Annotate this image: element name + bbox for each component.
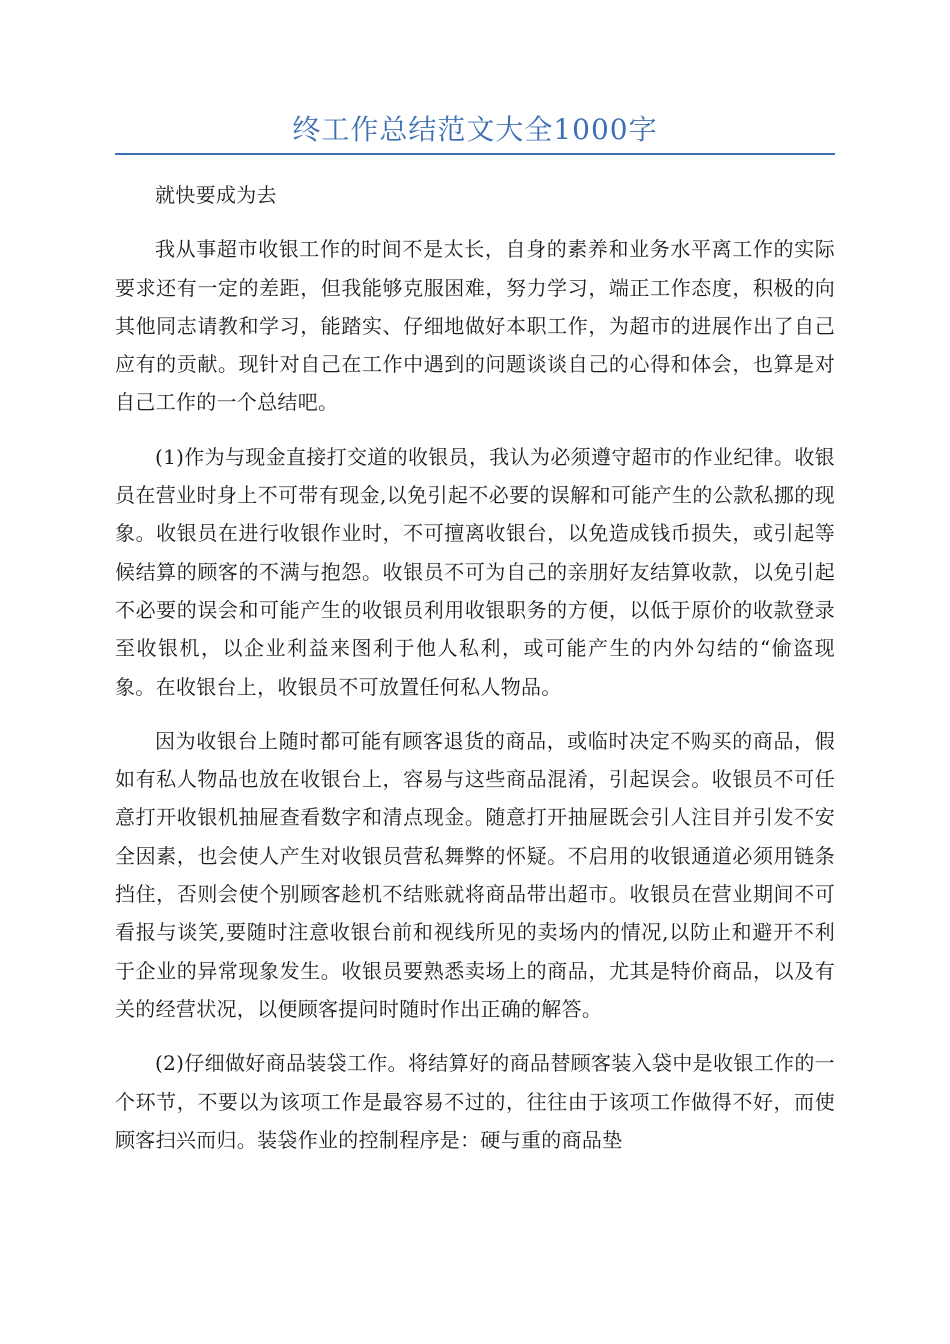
paragraph: 因为收银台上随时都可能有顾客退货的商品，或临时决定不购买的商品，假如有私人物品也放在收银台上，容易与这些商品混淆，引起误会。收银员不可任意打开收银机抽屉查看数字和清点现金。随意打开抽屉既会引人注目并引发不安全因素，也会使人产生对收银员营私舞弊的怀疑。不启用的收银通道必须用链条挡住，否则会使个别顾客趁机不结账就将商品带出超市。收银员在营业期间不可看报与谈笑,要随时注意收银台前和视线所见的卖场内的情况,以防止和避开不利于企业的异常现象发生。收银员要熟悉卖场上的商品，尤其是特价商品，以及有关的经营状况，以便顾客提问时随时作出正确的解答。 [115, 728, 835, 1021]
document-body [115, 176, 835, 1175]
paragraph: (2)仔细做好商品装袋工作。将结算好的商品替顾客装入袋中是收银工作的一个环节，不要以为该项工作是最容易不过的，往往由于该项工作做得不好，而使顾客扫兴而归。装袋作业的控制程序是：硬与重的商品垫 [115, 1051, 835, 1152]
paragraph: 我从事超市收银工作的时间不是太长，自身的素养和业务水平离工作的实际要求还有一定的差距，但我能够克服困难，努力学习，端正工作态度，积极的向其他同志请教和学习，能踏实、仔细地做好本职工作，为超市的进展作出了自己应有的贡献。现针对自己在工作中遇到的问题谈谈自己的心得和体会，也算是对自己工作的一个总结吧。 [115, 237, 835, 415]
paragraph-intro: 就快要成为去 [155, 183, 277, 207]
paragraph: (1)作为与现金直接打交道的收银员，我认为必须遵守超市的作业纪律。收银员在营业时身上不可带有现金,以免引起不必要的误解和可能产生的公款私挪的现象。收银员在进行收银作业时，不可擅离收银台，以免造成钱币损失，或引起等候结算的顾客的不满与抱怨。收银员不可为自己的亲朋好友结算收款，以免引起不必要的误会和可能产生的收银员利用收银职务的方便，以低于原价的收款登录至收银机，以企业利益来图利于他人私利，或可能产生的内外勾结的“偷盗现象。在收银台上，收银员不可放置任何私人物品。 [115, 444, 835, 699]
document-title: 终工作总结范文大全1000字 [292, 113, 658, 146]
title-underline [115, 153, 835, 155]
